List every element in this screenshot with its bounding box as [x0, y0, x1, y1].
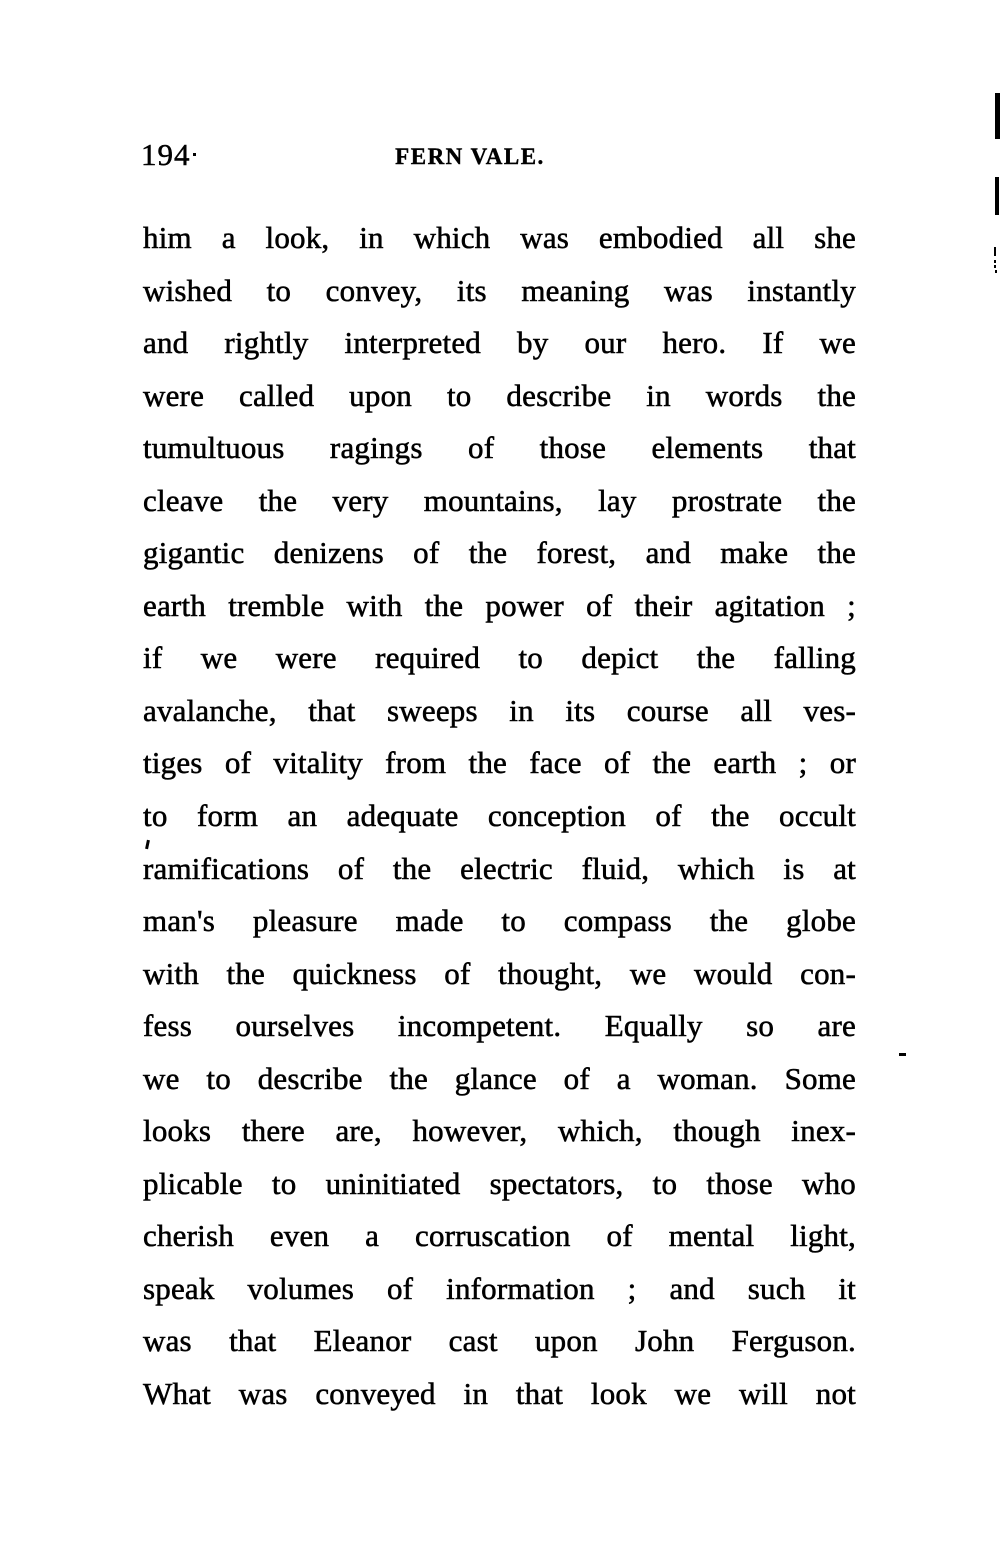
scan-artifact-speck — [193, 153, 196, 156]
text-line: was that Eleanor cast upon John Ferguson. — [143, 1323, 856, 1359]
text-line: and rightly interpreted by our hero. If we — [143, 325, 856, 361]
running-header-title: FERN VALE. — [395, 144, 545, 169]
text-line: ramifications of the electric fluid, which is at — [143, 850, 856, 886]
scan-artifact-edge-dot — [994, 265, 996, 268]
text-line: man's pleasure made to compass the globe — [143, 903, 856, 939]
text-line: we to describe the glance of a woman. Some — [143, 1060, 856, 1096]
text-line: gigantic denizens of the forest, and make the — [143, 535, 856, 571]
text-line: speak volumes of information ; and such it — [143, 1270, 856, 1306]
text-line: avalanche, that sweeps in its course all ves- — [143, 692, 856, 728]
scan-artifact-edge-dot — [994, 260, 996, 263]
body-text-block — [143, 212, 856, 1421]
text-line: cherish even a corruscation of mental light, — [143, 1218, 856, 1254]
scan-artifact-edge-tick — [994, 247, 996, 256]
text-line: earth tremble with the power of their agitation ; — [143, 587, 856, 623]
text-line: wished to convey, its meaning was instantly — [143, 272, 856, 308]
text-line: tumultuous ragings of those elements that — [143, 430, 856, 466]
page-number: 194 — [141, 137, 191, 172]
text-line: What was conveyed in that look we will not — [143, 1376, 856, 1412]
text-line: tiges of vitality from the face of the earth ; or — [143, 745, 856, 781]
text-line: to form an adequate conception of the occult — [143, 798, 856, 834]
text-line: if we were required to depict the falling — [143, 640, 856, 676]
text-line: fess ourselves incompetent. Equally so are — [143, 1008, 856, 1044]
scan-artifact-speck — [899, 1053, 906, 1056]
scan-artifact-edge-dot — [995, 270, 997, 273]
scan-artifact-edge-bar — [995, 93, 1000, 139]
text-line: with the quickness of thought, we would con- — [143, 955, 856, 991]
scan-artifact-edge-bar — [995, 177, 999, 215]
text-line: him a look, in which was embodied all she — [143, 220, 856, 255]
text-line: cleave the very mountains, lay prostrate the — [143, 482, 856, 518]
text-line: looks there are, however, which, though inex- — [143, 1113, 856, 1149]
text-line: were called upon to describe in words the — [143, 377, 856, 413]
text-line: plicable to uninitiated spectators, to those who — [143, 1165, 856, 1201]
